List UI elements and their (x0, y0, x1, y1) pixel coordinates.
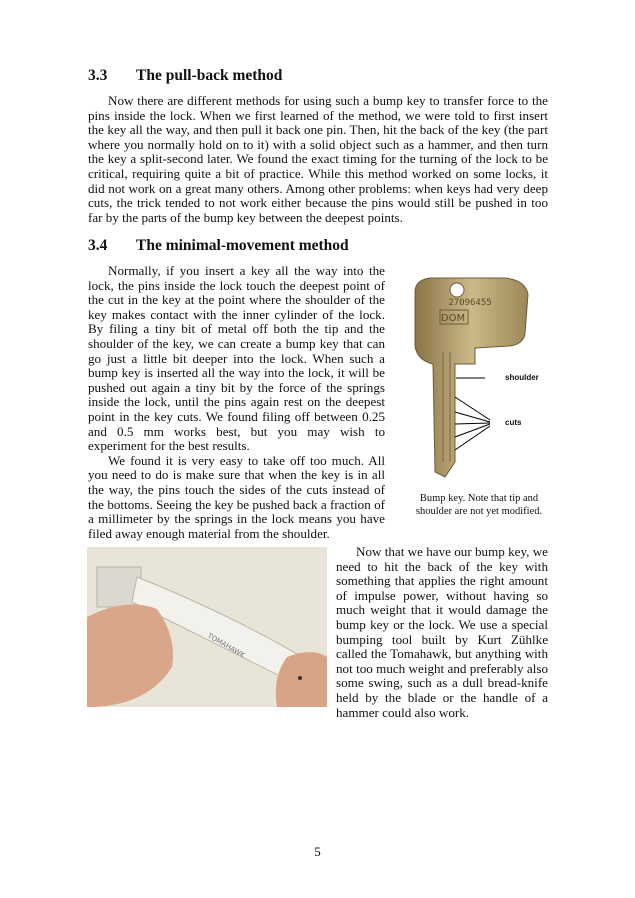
section-title: The minimal-movement method (136, 237, 349, 254)
section-title: The pull-back method (136, 67, 283, 84)
section-number: 3.3 (88, 67, 108, 84)
section-heading-3-3 (88, 67, 282, 85)
key-number-engraving: 27096455 (448, 298, 492, 308)
section-heading-3-4 (88, 237, 349, 255)
paragraph-pull-back (88, 94, 548, 225)
section-number: 3.4 (88, 237, 108, 254)
paragraph-tomahawk (336, 545, 548, 720)
label-shoulder: shoulder (505, 373, 539, 382)
paragraph-text: Now that we have our bump key, we need to hit the back of the key with something that applies the right amount of impulse power, without having so much weight that it would damage the bump key or the lock. We use a special bumping tool built by Kurt Zühlke called the Tomahawk, but anything with not too much weight and preferably also some swing, such as a dull bread-knife held by the blade or the handle of a hammer could also work. (336, 544, 548, 720)
tomahawk-image (87, 547, 327, 707)
page-number: 5 (314, 844, 321, 859)
tomahawk-engraving: TOMAHAWK (206, 631, 247, 660)
paragraph-text: Now there are different methods for using such a bump key to transfer force to the pins inside the lock. When we first learned of the method, we were told to first insert the key all the way, and then pull it back one pin. Then, hit the back of the key (the part where you normally hold on to it) with a solid object such as a hammer, and then turn the key a split-second later. We found the exact timing for the turning of the lock to be critical, requiring quite a bit of practice. While this method worked on some locks, it did not work on a great many others. Among other problems: when keys had very deep cuts, the trick tended to not work either because the pins would still be pushed in too far by the parts of the bump key between the deepest points. (88, 93, 548, 225)
key-brand-engraving: DOM (440, 313, 466, 324)
paragraph-text: Normally, if you insert a key all the way into the lock, the pins inside the lock touch the deepest point of the cut in the key at the point where the shoulder of the key makes contact with the inner cylinder of the lock. By filing a tiny bit of metal off both the tip and the shoulder of the key, we can create a bump key that can go just a little bit deeper into the lock. When such a bump key is inserted all the way into the lock, it will be pushed out again a tiny bit by the force of the springs inside the lock, until the pins again rest on the deepest point in the key cuts. We found filing off between 0.25 and 0.5 mm works best, but you may wish to experiment for the best results. (88, 263, 385, 454)
paragraph-minimal-movement (88, 264, 385, 541)
paragraph-text: We found it is very easy to take off too much. All you need to do is make sure that when the key is in all the way, the pins touch the sides of the cuts instead of the bottoms. Seeing the key be pushed back a fraction of a millimeter by the springs in the lock means you have filed away enough material from the shoulder. (88, 452, 385, 541)
tomahawk-photo (87, 547, 327, 707)
label-cuts: cuts (505, 418, 522, 427)
bump-key-figure (395, 272, 555, 487)
key-figure-caption: Bump key. Note that tip and shoulder are not yet modified. (415, 493, 543, 517)
